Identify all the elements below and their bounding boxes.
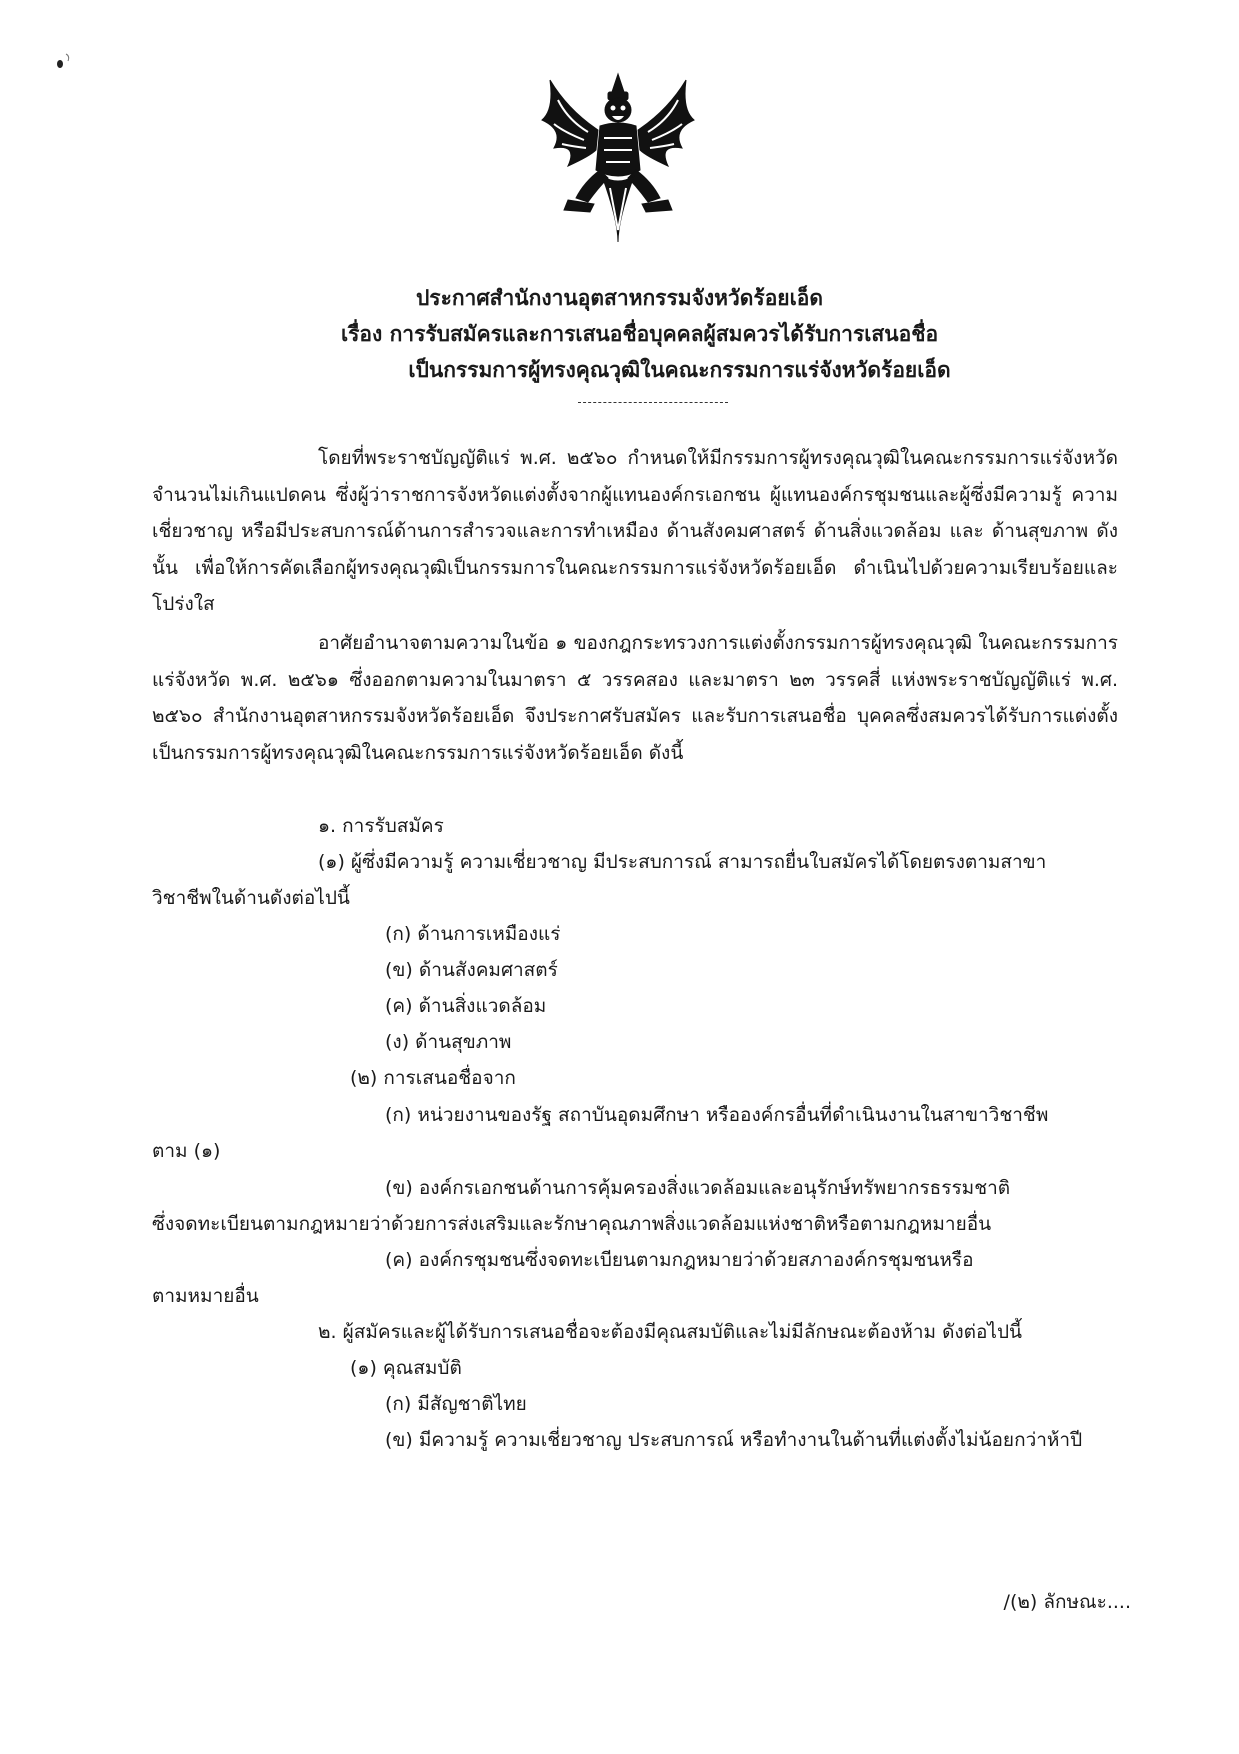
- nominator-government: (ก) หน่วยงานของรัฐ สถาบันอุดมศึกษา หรือองค์กรอื่นที่ดำเนินงานในสาขาวิชาชีพ: [385, 1104, 1049, 1126]
- section-1-heading: ๑. การรับสมัคร: [318, 815, 444, 837]
- field-health: (ง) ด้านสุขภาพ: [385, 1031, 512, 1053]
- garuda-emblem: [528, 70, 708, 246]
- continuation-note: /(๒) ลักษณะ....: [1003, 1591, 1131, 1613]
- section-1-item-1-continued: วิชาชีพในด้านดังต่อไปนี้: [152, 887, 350, 909]
- nominator-community-continued: ตามหมายอื่น: [152, 1285, 259, 1307]
- paragraph-preamble: โดยที่พระราชบัญญัติแร่ พ.ศ. ๒๕๖๐ กำหนดให้มีกรรมการผู้ทรงคุณวุฒิในคณะกรรมการแร่จังหวัด จำนวนไม่เกินแปดคน ซึ่งผู้ว่าราชการจังหวัดแต่งตั้งจากผู้แทนองค์กรเอกชน ผู้แทนองค์กรชุมชนและผู้ซึ่งมีความรู้ ความเชี่ยวชาญ หรือมีประสบการณ์ด้านการสำรวจและการทำเหมือง ด้านสังคมศาสตร์ ด้านสิ่งแวดล้อม และ ด้านสุขภาพ ดังนั้น เพื่อให้การคัดเลือกผู้ทรงคุณวุฒิเป็นกรรมการในคณะกรรมการแร่จังหวัดร้อยเอ็ด ดำเนินไปด้วยความเรียบร้อยและโปร่งใส: [152, 447, 1118, 615]
- paragraph-authority: อาศัยอำนาจตามความในข้อ ๑ ของกฎกระทรวงการแต่งตั้งกรรมการผู้ทรงคุณวุฒิ ในคณะกรรมการแร่จังหวัด พ.ศ. ๒๕๖๑ ซึ่งออกตามความในมาตรา ๕ วรรคสอง และมาตรา ๒๓ วรรคสี่ แห่งพระราชบัญญัติแร่ พ.ศ. ๒๕๖๐ สำนักงานอุตสาหกรรมจังหวัดร้อยเอ็ด จึงประกาศรับสมัคร และรับการเสนอชื่อ บุคคลซึ่งสมควรได้รับการแต่งตั้งเป็นกรรมการผู้ทรงคุณวุฒิในคณะกรรมการแร่จังหวัดร้อยเอ็ด ดังนี้: [152, 632, 1118, 764]
- nominator-ngo: (ข) องค์กรเอกชนด้านการคุ้มครองสิ่งแวดล้อมและอนุรักษ์ทรัพยากรธรรมชาติ: [385, 1177, 1011, 1199]
- field-mining: (ก) ด้านการเหมืองแร่: [385, 923, 561, 945]
- qualification-nationality: (ก) มีสัญชาติไทย: [385, 1393, 527, 1415]
- qualification-experience: (ข) มีความรู้ ความเชี่ยวชาญ ประสบการณ์ หรือทำงานในด้านที่แต่งตั้งไม่น้อยกว่าห้าปี: [385, 1429, 1083, 1451]
- section-1-item-1: (๑) ผู้ซึ่งมีความรู้ ความเชี่ยวชาญ มีประสบการณ์ สามารถยื่นใบสมัครได้โดยตรงตามสาขา: [318, 851, 1047, 873]
- section-2-heading: ๒. ผู้สมัครและผู้ได้รับการเสนอชื่อจะต้องมีคุณสมบัติและไม่มีลักษณะต้องห้าม ดังต่อไปนี้: [318, 1321, 1023, 1343]
- field-environment: (ค) ด้านสิ่งแวดล้อม: [385, 995, 547, 1017]
- field-social-science: (ข) ด้านสังคมศาสตร์: [385, 959, 558, 981]
- nominator-community: (ค) องค์กรชุมชนซึ่งจดทะเบียนตามกฎหมายว่าด้วยสภาองค์กรชุมชนหรือ: [385, 1249, 974, 1271]
- announcement-subject-line-1: เรื่อง การรับสมัครและการเสนอชื่อบุคคลผู้สมควรได้รับการเสนอชื่อ: [340, 322, 939, 346]
- nominator-government-continued: ตาม (๑): [152, 1140, 221, 1162]
- announcement-title: ประกาศสำนักงานอุตสาหกรรมจังหวัดร้อยเอ็ด: [415, 286, 824, 310]
- section-2-item-1: (๑) คุณสมบัติ: [350, 1357, 462, 1379]
- title-divider: [578, 402, 728, 403]
- ink-mark: [52, 52, 74, 74]
- section-1-item-2: (๒) การเสนอชื่อจาก: [350, 1067, 516, 1089]
- nominator-ngo-continued: ซึ่งจดทะเบียนตามกฎหมายว่าด้วยการส่งเสริมและรักษาคุณภาพสิ่งแวดล้อมแห่งชาติหรือตามกฎหมายอื่น: [152, 1213, 992, 1235]
- announcement-subject-line-2: เป็นกรรมการผู้ทรงคุณวุฒิในคณะกรรมการแร่จังหวัดร้อยเอ็ด: [408, 358, 951, 382]
